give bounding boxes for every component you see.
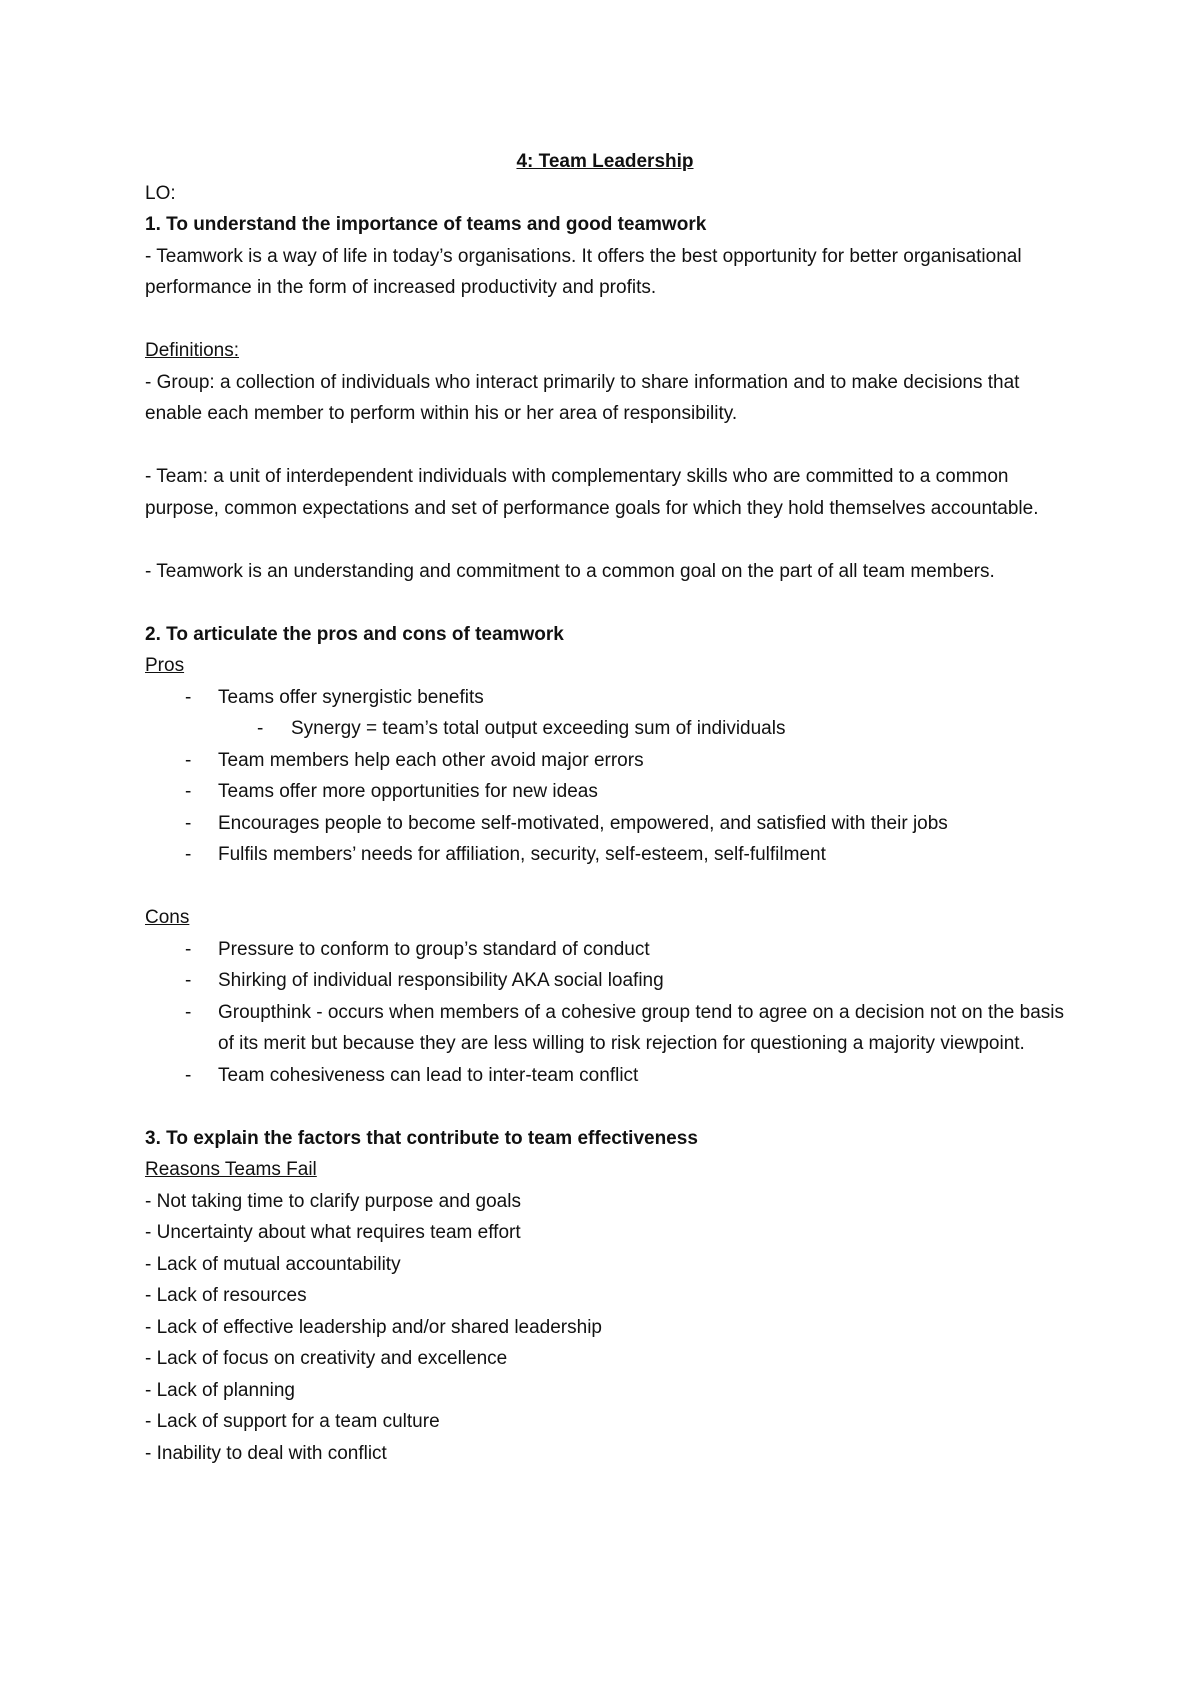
section2-heading: 2. To articulate the pros and cons of teamwork bbox=[145, 623, 564, 645]
definitions-heading: Definitions: bbox=[145, 340, 239, 361]
definition-group: - Group: a collection of individuals who interact primarily to share information and to make decisions that enable each member to perform within his or her area of responsibility. bbox=[145, 371, 1020, 424]
cons-item: - Shirking of individual responsibility AKA social loafing bbox=[145, 965, 1065, 997]
pros-item: - Fulfils members’ needs for affiliation, security, self-esteem, self-fulfilment bbox=[145, 839, 1065, 871]
lo-label: LO: bbox=[145, 182, 176, 204]
spacer bbox=[145, 430, 1065, 462]
reason-item: - Not taking time to clarify purpose and goals bbox=[145, 1190, 521, 1212]
section1-heading: 1. To understand the importance of teams and good teamwork bbox=[145, 214, 707, 235]
definition-team: - Team: a unit of interdependent individuals with complementary skills who are committed to a common purpose, common expectations and set of performance goals for which they hold themselves accountable. bbox=[145, 466, 1039, 519]
spacer bbox=[145, 524, 1065, 556]
section3-heading: 3. To explain the factors that contribute to team effectiveness bbox=[145, 1127, 698, 1149]
cons-list bbox=[145, 934, 1065, 1092]
cons-item: - Team cohesiveness can lead to inter-team conflict bbox=[145, 1060, 1065, 1092]
pros-item: - Encourages people to become self-motivated, empowered, and satisfied with their jobs bbox=[145, 808, 1065, 840]
reason-item: - Lack of planning bbox=[145, 1379, 295, 1401]
pros-sublist bbox=[145, 713, 1065, 745]
pros-item: - Teams offer synergistic benefits bbox=[145, 682, 1065, 714]
cons-item: - Groupthink - occurs when members of a cohesive group tend to agree on a decision not on the basis of its merit but because they are less willing to risk rejection for questioning a majority viewpoint. bbox=[145, 997, 1065, 1060]
reason-item: - Lack of focus on creativity and excellence bbox=[145, 1348, 508, 1369]
spacer bbox=[145, 587, 1065, 619]
pros-list bbox=[145, 682, 1065, 714]
document-body bbox=[145, 146, 1065, 1469]
pros-item: - Teams offer more opportunities for new ideas bbox=[145, 776, 1065, 808]
spacer bbox=[145, 871, 1065, 903]
section1-intro: - Teamwork is a way of life in today’s organisations. It offers the best opportunity for better organisational performance in the form of increased productivity and profits. bbox=[145, 245, 1022, 298]
spacer bbox=[145, 304, 1065, 336]
pros-item: - Team members help each other avoid major errors bbox=[145, 745, 1065, 777]
pros-list-continued bbox=[145, 745, 1065, 871]
reason-item: - Lack of support for a team culture bbox=[145, 1411, 440, 1432]
reasons-fail-heading: Reasons Teams Fail bbox=[145, 1159, 317, 1180]
reason-item: - Uncertainty about what requires team effort bbox=[145, 1222, 521, 1243]
pros-heading: Pros bbox=[145, 655, 185, 676]
reason-item: - Lack of mutual accountability bbox=[145, 1253, 401, 1275]
reason-item: - Lack of resources bbox=[145, 1285, 307, 1306]
definition-teamwork: - Teamwork is an understanding and commitment to a common goal on the part of all team members. bbox=[145, 560, 995, 582]
reason-item: - Inability to deal with conflict bbox=[145, 1442, 387, 1464]
cons-heading: Cons bbox=[145, 907, 190, 928]
cons-item: - Pressure to conform to group’s standard of conduct bbox=[145, 934, 1065, 966]
reason-item: - Lack of effective leadership and/or shared leadership bbox=[145, 1316, 602, 1338]
spacer bbox=[145, 1091, 1065, 1123]
pros-subitem: - Synergy = team’s total output exceeding sum of individuals bbox=[145, 713, 1065, 745]
document-title: 4: Team Leadership bbox=[516, 151, 694, 172]
